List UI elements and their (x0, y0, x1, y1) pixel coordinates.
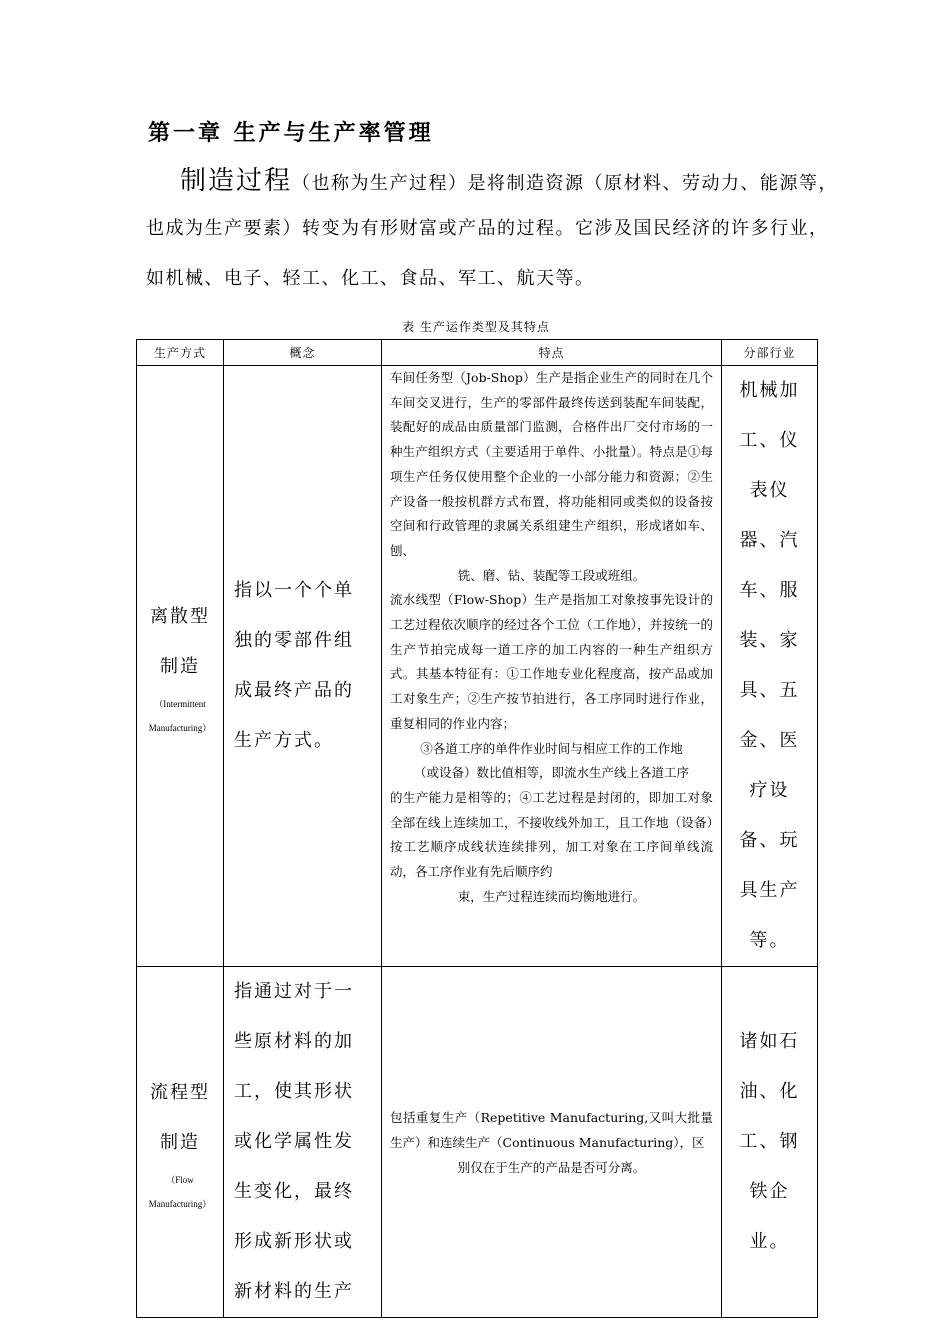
header-concept: 概念 (224, 340, 382, 366)
type-name: 制造 (160, 1132, 200, 1153)
lead-term: 制造过程 (180, 166, 293, 196)
features-paragraph: 的生产能力是相等的；④工艺过程是封闭的，即加工对象全部在线上连续加工，不接收线外加工，且工作地（设备）按工艺顺序成线状连续排列，加工对象在工序间单线流动，各工序作业有先后顺序约 (390, 789, 713, 880)
concept-cell: 指通过对于一些原材料的加工，使其形状或化学属性发生变化，最终形成新形状或新材料的生产 (224, 967, 382, 1318)
features-paragraph: （或设备）数比值相等，即流水生产线上各道工序 (413, 765, 689, 781)
features-cell (382, 967, 722, 1318)
table-row (137, 967, 818, 1318)
production-types-table (136, 339, 818, 1318)
type-english-name: （Flow (166, 1175, 194, 1185)
type-name: 制造 (160, 656, 200, 677)
intro-line-1-text: （也称为生产过程）是将制造资源（原材料、劳动力、能源等， (292, 173, 839, 194)
intro-line-2: 也成为生产要素）转变为有形财富或产品的过程。它涉及国民经济的许多行业， (146, 218, 829, 239)
type-english-name: （Intermittent (154, 699, 206, 709)
intro-line-1 (146, 160, 839, 202)
type-name: 离散型 (150, 606, 210, 627)
features-paragraph: 别仅在于生产的产品是否可分离。 (457, 1159, 646, 1175)
type-english-name: Manufacturing） (148, 723, 212, 733)
production-type-cell (137, 967, 224, 1318)
industry-cell: 机械加工、仪表仪器、汽车、服装、家具、五金、医疗设备、玩具生产等。 (722, 366, 818, 967)
features-paragraph: 铣、磨、钻、装配等工段或班组。 (457, 567, 646, 583)
header-industries: 分部行业 (722, 340, 818, 366)
header-features: 特点 (382, 340, 722, 366)
features-paragraph: 流水线型（Flow-Shop）生产是指加工对象按事先设计的工艺过程依次顺序的经过各个工位（工作地），并按统一的生产节拍完成每一道工序的加工内容的一种生产组织方式。其基本特征有：①工作地专业化程度高，按产品或加工对象生产；②生产按节拍进行，各工序同时进行作业，重复相同的作业内容； (390, 592, 713, 731)
features-paragraph: 束，生产过程连续而均衡地进行。 (457, 888, 646, 904)
features-paragraph: ③各道工序的单件作业时间与相应工作的工作地 (420, 740, 683, 756)
concept-cell: 指以一个个单独的零部件组成最终产品的生产方式。 (224, 366, 382, 967)
chapter-title: 第一章 生产与生产率管理 (148, 120, 434, 146)
table-row (137, 366, 818, 967)
table-caption: 表 生产运作类型及其特点 (402, 320, 550, 334)
features-paragraph: 包括重复生产（Repetitive Manufacturing,又叫大批量生产）和连续生产（Continuous Manufacturing），区 (390, 1109, 713, 1150)
intro-line-3: 如机械、电子、轻工、化工、食品、军工、航天等。 (146, 268, 595, 289)
type-name: 流程型 (150, 1082, 210, 1103)
header-production-mode: 生产方式 (137, 340, 224, 366)
table-header-row (137, 340, 818, 366)
production-type-cell (137, 366, 224, 967)
industry-cell: 诸如石油、化工、钢铁企业。 (722, 967, 818, 1318)
features-cell (382, 366, 722, 967)
type-english-name: Manufacturing） (148, 1199, 212, 1209)
features-paragraph: 车间任务型（Job-Shop）生产是指企业生产的同时在几个车间交叉进行，生产的零部件最终传送到装配车间装配，装配好的成品由质量部门监测，合格件出厂交付市场的一种生产组织方式（主要适用于单件、小批量）。特点是①每项生产任务仅使用整个企业的一小部分能力和资源；②生产设备一般按机群方式布置，将功能相同或类似的设备按空间和行政管理的隶属关系组建生产组织，形成诸如车、刨、 (390, 370, 713, 558)
intro-paragraph (146, 160, 839, 314)
